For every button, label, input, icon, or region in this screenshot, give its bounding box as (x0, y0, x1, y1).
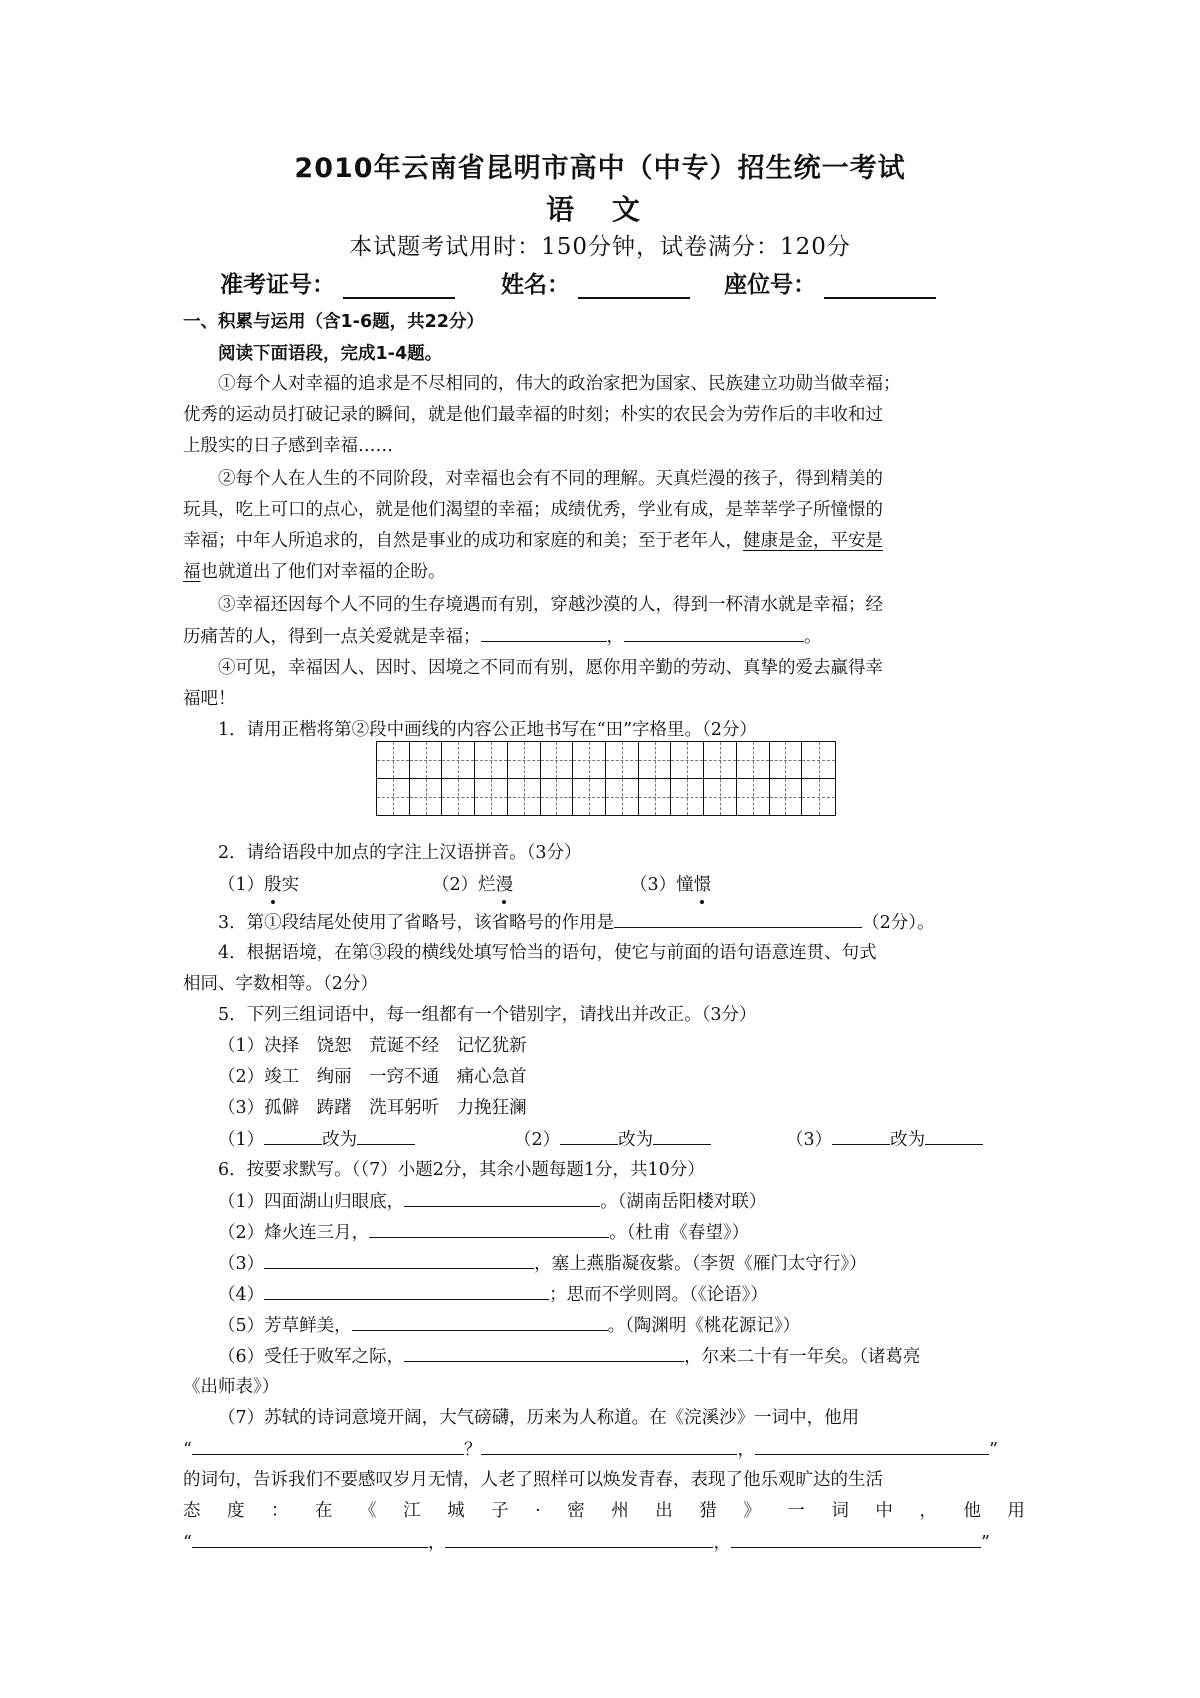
underlined-phrase: 健康是金，平安是 (743, 531, 883, 551)
item-text: 。（陶渊明《桃花源记》） (607, 1316, 801, 1336)
item-number: （1） (218, 875, 265, 895)
spaced-character: ， (919, 1501, 937, 1521)
grid-cell[interactable] (508, 779, 541, 816)
spaced-character: 子 (491, 1501, 509, 1521)
grid-cell[interactable] (475, 779, 508, 816)
fill-blank-2[interactable] (624, 621, 804, 642)
dotted-character: 漫 (495, 875, 514, 895)
underlined-phrase-end: 福 (183, 562, 201, 582)
name-field[interactable] (578, 271, 690, 299)
q6-item-7-line4 (183, 1496, 1025, 1527)
passage-text: 幸福；中年人所追求的，自然是事业的成功和家庭的和美；至于老年人， (183, 531, 743, 551)
item-text: （5）芳草鲜美， (218, 1316, 352, 1336)
question-6: 6．按要求默写。（（7）小题2分，其余小题每题1分，共10分） (218, 1160, 705, 1180)
quote-mark: “ (183, 1440, 192, 1460)
passage-line: 优秀的运动员打破记录的瞬间，就是他们最幸福的时刻；朴实的农民会为劳作后的丰收和过 (183, 405, 883, 425)
q5-answer-row (218, 1124, 415, 1156)
question-2: 2．请给语段中加点的字注上汉语拼音。（3分） (218, 843, 582, 863)
dictation-blank[interactable] (192, 1434, 464, 1455)
dictation-blank[interactable] (404, 1186, 600, 1207)
passage-line: ②每个人在人生的不同阶段，对幸福也会有不同的理解。天真烂漫的孩子，得到精美的 (218, 469, 883, 489)
change-label: 改为 (618, 1130, 654, 1150)
grid-cell[interactable] (573, 779, 606, 816)
item-number: （3） (630, 875, 677, 895)
q6-item-3 (218, 1248, 867, 1280)
spaced-character: 猎 (699, 1501, 717, 1521)
q6-item-2 (218, 1217, 749, 1249)
passage-line: 福吧！ (183, 689, 236, 709)
spaced-character: 江 (403, 1501, 421, 1521)
change-label: 改为 (890, 1130, 926, 1150)
spaced-character: 中 (875, 1501, 893, 1521)
passage-text: 也就道出了他们对幸福的企盼。 (200, 562, 446, 582)
dictation-blank[interactable] (755, 1434, 989, 1455)
item-text: ；思而不学则罔。（《论语》） (549, 1285, 768, 1305)
dictation-blank[interactable] (481, 1434, 737, 1455)
question-1: 1．请用正楷将第②段中画线的内容公正地书写在“田”字格里。（2分） (218, 720, 757, 740)
section-intro: 阅读下面语段，完成1-4题。 (218, 344, 443, 364)
question-text: （2分）。 (862, 913, 935, 933)
candidate-info-line (220, 266, 936, 299)
passage-line: ①每个人对幸福的追求是不尽相同的，伟大的政治家把为国家、民族建立功勋当做幸福； (218, 374, 901, 394)
grid-cell[interactable] (770, 742, 803, 779)
dictation-blank[interactable] (352, 1310, 608, 1331)
q6-item-6-cont: 《出师表》） (183, 1377, 280, 1397)
quote-mark: ” (988, 1440, 998, 1460)
passage-text: 历痛苦的人，得到一点关爱就是幸福； (183, 627, 481, 647)
q6-item-5 (218, 1310, 800, 1342)
q6-item-7-line5 (183, 1527, 990, 1559)
spaced-character: 态 (183, 1501, 201, 1521)
item-text: （3） (218, 1254, 265, 1274)
passage-paragraph-2 (183, 464, 1025, 588)
grid-cell[interactable] (541, 779, 574, 816)
grid-cell[interactable] (541, 742, 574, 779)
dictation-blank[interactable] (264, 1279, 549, 1300)
grid-cell[interactable] (671, 779, 704, 816)
dictation-blank[interactable] (731, 1527, 981, 1548)
spaced-character: 用 (1007, 1501, 1025, 1521)
item-text: ，尔来二十有一年矣。（诸葛亮 (684, 1347, 921, 1367)
passage-paragraph-4 (183, 653, 1025, 715)
grid-cell[interactable] (410, 742, 443, 779)
spaced-character: 州 (611, 1501, 629, 1521)
seat-number-label: 座位号： (724, 272, 817, 298)
passage-line (183, 557, 1025, 588)
grid-cell[interactable] (639, 742, 672, 779)
item-number: （2） (432, 875, 479, 895)
seat-number-field[interactable] (824, 271, 936, 299)
grid-cell[interactable] (737, 742, 770, 779)
grid-cell[interactable] (606, 779, 639, 816)
grid-cell[interactable] (442, 742, 475, 779)
item-text: （4） (218, 1285, 265, 1305)
dictation-blank[interactable] (404, 1341, 684, 1362)
passage-line (183, 431, 1025, 462)
grid-cell[interactable] (377, 779, 410, 816)
spaced-character: 》 (743, 1501, 761, 1521)
punctuation: ， (713, 1533, 731, 1553)
q2-item-1 (218, 870, 299, 901)
spaced-character: 他 (963, 1501, 981, 1521)
dictation-blank[interactable] (264, 1248, 534, 1269)
q5-wrong-char-blank[interactable] (264, 1124, 322, 1145)
grid-cell[interactable] (442, 779, 475, 816)
q5-correct-char-blank[interactable] (357, 1124, 415, 1145)
item-text: 憧 (676, 875, 694, 895)
spaced-character: 《 (359, 1501, 377, 1521)
grid-cell[interactable] (410, 779, 443, 816)
change-label: 改为 (322, 1130, 358, 1150)
question-3 (218, 907, 935, 939)
fill-blank-1[interactable] (481, 621, 607, 642)
grid-cell[interactable] (475, 742, 508, 779)
passage-line (183, 526, 1025, 557)
item-number: （3） (786, 1130, 833, 1150)
q5-answer-row (786, 1124, 983, 1156)
question-5: 5．下列三组词语中，每一组都有一个错别字，请找出并改正。（3分） (218, 1005, 757, 1025)
q6-item-6 (218, 1341, 920, 1373)
punctuation: 。 (804, 627, 822, 647)
punctuation: ， (737, 1440, 755, 1460)
grid-cell[interactable] (639, 779, 672, 816)
question-text: 3．第①段结尾处使用了省略号，该省略号的作用是 (218, 913, 615, 933)
dictation-blank[interactable] (192, 1527, 428, 1548)
spaced-character: · (535, 1501, 541, 1521)
item-number: （1） (218, 1130, 265, 1150)
q6-item-7-line2 (183, 1434, 998, 1466)
passage-paragraph-1 (183, 369, 1025, 462)
name-label: 姓名： (501, 272, 571, 298)
dotted-character: 殷 (264, 875, 282, 895)
item-text: 。（杜甫《春望》） (609, 1223, 750, 1243)
spaced-character: ： (271, 1501, 289, 1521)
exam-title: 2010年云南省昆明市高中（中专）招生统一考试 (294, 153, 906, 184)
q3-answer-blank[interactable] (614, 907, 862, 928)
grid-cell[interactable] (802, 779, 835, 816)
q5-correct-char-blank[interactable] (925, 1124, 983, 1145)
spaced-character: 城 (447, 1501, 465, 1521)
question-4-line2: 相同、字数相等。（2分） (183, 974, 378, 994)
q5-item: （3）孤僻 踌躇 洗耳躬听 力挽狂澜 (218, 1098, 527, 1118)
section-heading: 一、积累与运用（含1-6题，共22分） (183, 312, 484, 332)
q5-wrong-char-blank[interactable] (832, 1124, 890, 1145)
exam-number-label: 准考证号： (220, 272, 335, 298)
item-number: （2） (514, 1130, 561, 1150)
q5-item: （2）竣工 绚丽 一窍不通 痛心急首 (218, 1067, 527, 1087)
grid-cell[interactable] (573, 742, 606, 779)
spaced-character: 在 (315, 1501, 333, 1521)
q5-answer-row (514, 1124, 711, 1156)
q5-wrong-char-blank[interactable] (560, 1124, 618, 1145)
question-4-line1: 4．根据语境，在第③段的横线处填写恰当的语句，使它与前面的语句语意连贯、句式 (218, 943, 877, 963)
passage-line: ④可见，幸福因人、因时、因境之不同而有别，愿你用辛勤的劳动、真挚的爱去赢得幸 (218, 658, 883, 678)
grid-cell[interactable] (770, 779, 803, 816)
item-text: （2）烽火连三月， (218, 1223, 370, 1243)
spaced-character: 一 (787, 1501, 805, 1521)
spaced-character: 度 (227, 1501, 245, 1521)
q5-item: （1）决择 饶恕 荒诞不经 记忆犹新 (218, 1036, 527, 1056)
punctuation: ， (427, 1533, 446, 1553)
passage-paragraph-3 (183, 590, 1025, 653)
passage-line: 玩具，吃上可口的点心，就是他们渴望的幸福；成绩优秀，学业有成，是莘莘学子所憧憬的 (183, 500, 883, 520)
grid-cell[interactable] (671, 742, 704, 779)
grid-cell[interactable] (704, 742, 737, 779)
grid-cell[interactable] (704, 779, 737, 816)
spaced-character: 密 (567, 1501, 585, 1521)
item-text: 烂 (478, 875, 496, 895)
spaced-character: 词 (831, 1501, 849, 1521)
grid-cell[interactable] (508, 742, 541, 779)
exam-number-field[interactable] (343, 271, 455, 299)
passage-line (183, 621, 1025, 653)
passage-line: ③幸福还因每个人不同的生存境遇而有别，穿越沙漠的人，得到一杯清水就是幸福；经 (218, 595, 883, 615)
grid-cell[interactable] (606, 742, 639, 779)
spaced-character: 出 (655, 1501, 673, 1521)
punctuation: ， (606, 627, 624, 647)
q6-item-7-line3: 的词句，告诉我们不要感叹岁月无情，人老了照样可以焕发青春，表现了他乐观旷达的生活 (183, 1470, 883, 1490)
q5-correct-char-blank[interactable] (653, 1124, 711, 1145)
tian-character-grid[interactable] (376, 741, 836, 816)
grid-cell[interactable] (737, 779, 770, 816)
q6-item-7-line1: （7）苏轼的诗词意境开阔，大气磅礴，历来为人称道。在《浣溪沙》一词中，他用 (218, 1408, 860, 1428)
dictation-blank[interactable] (369, 1217, 609, 1238)
item-text: （6）受任于败军之际， (218, 1347, 405, 1367)
q2-item-3 (630, 870, 711, 901)
exam-time-info: 本试题考试用时：150分钟，试卷满分：120分 (349, 234, 851, 260)
q2-item-2 (432, 870, 513, 901)
grid-cell[interactable] (377, 742, 410, 779)
dictation-blank[interactable] (445, 1527, 713, 1548)
item-text: ，塞上燕脂凝夜紫。（李贺《雁门太守行》） (534, 1254, 867, 1274)
punctuation: ？ (463, 1440, 482, 1460)
quote-mark: “ (183, 1533, 192, 1553)
grid-cell[interactable] (802, 742, 835, 779)
item-text: 实 (281, 875, 300, 895)
quote-mark: ” (980, 1533, 990, 1553)
dotted-character: 憬 (693, 875, 712, 895)
item-text: 。（湖南岳阳楼对联） (600, 1192, 767, 1212)
q6-item-4 (218, 1279, 768, 1311)
item-text: （1）四面湖山归眼底， (218, 1192, 405, 1212)
passage-text: 上殷实的日子感到幸福…… (183, 436, 393, 456)
q6-item-1 (218, 1186, 766, 1218)
subject-title: 语 文 (546, 193, 654, 226)
